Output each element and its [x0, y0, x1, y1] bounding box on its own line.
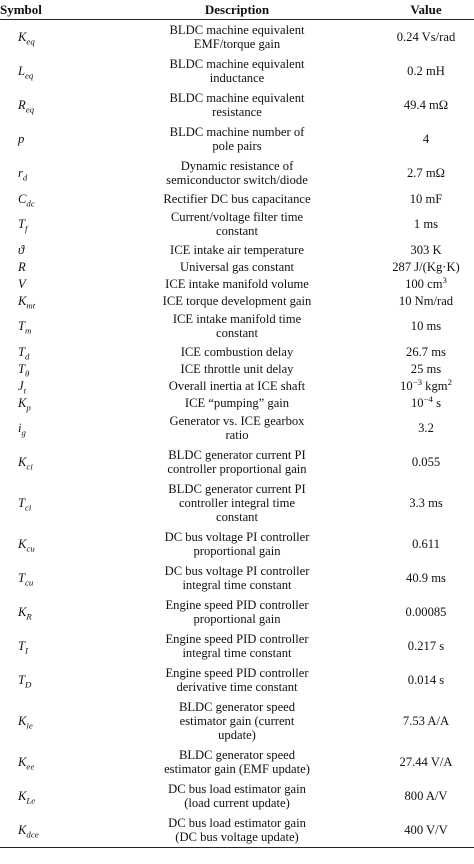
value-cell: [378, 258, 474, 275]
symbol-subscript: d: [22, 172, 28, 183]
symbol-subscript: I: [25, 645, 28, 656]
table-row: [0, 745, 474, 779]
table-row: [0, 360, 474, 377]
description-cell: [96, 309, 378, 343]
description-line: derivative time constant: [176, 680, 298, 694]
symbol-cell: [0, 779, 96, 813]
symbol-subscript: dc: [26, 198, 35, 209]
symbol-cell: [0, 527, 96, 561]
table-row: [0, 88, 474, 122]
description-line: Engine speed PID controller: [165, 632, 309, 646]
value-text: 1 ms: [413, 217, 439, 231]
value-cell: [378, 411, 474, 445]
value-text: 303 K: [410, 242, 442, 257]
value-text: 287 J/(Kg·K): [392, 259, 460, 274]
value-cell: [378, 54, 474, 88]
description-line: BLDC machine equivalent: [169, 57, 305, 71]
value-cell: [378, 309, 474, 343]
symbol-base: r: [18, 166, 23, 180]
symbol-cell: [0, 122, 96, 156]
description-cell: [96, 595, 378, 629]
value-cell: [378, 275, 474, 292]
table-header: [0, 0, 474, 20]
symbol-subscript: θ: [25, 368, 30, 379]
description-line: DC bus load estimator gain: [168, 782, 306, 796]
description-cell: [96, 156, 378, 190]
value-cell: [378, 394, 474, 411]
symbol-subscript: dce: [26, 829, 39, 840]
symbol-base: K: [18, 395, 27, 410]
description-cell: [96, 629, 378, 663]
description-line: controller integral time: [178, 496, 296, 510]
symbol-base: R: [18, 259, 26, 274]
description-line: estimator gain (EMF update): [164, 762, 310, 776]
description-cell: [96, 292, 378, 309]
symbol-cell: [0, 629, 96, 663]
symbol-subscript: eq: [26, 36, 35, 47]
table-row: [0, 122, 474, 156]
symbol-cell: [0, 275, 96, 292]
header-row: [0, 0, 474, 20]
description-line: BLDC machine number of: [169, 125, 305, 139]
description-cell: [96, 20, 378, 55]
value-text: 10: [410, 395, 424, 410]
description-line: Rectifier DC bus capacitance: [163, 191, 311, 206]
value-cell: [378, 343, 474, 360]
value-text: 0.00085: [405, 605, 447, 619]
table-body: [0, 20, 474, 848]
symbol-base: p: [18, 132, 25, 146]
description-cell: [96, 663, 378, 697]
description-cell: [96, 697, 378, 745]
symbol-cell: [0, 561, 96, 595]
value-text: 10 mF: [409, 191, 443, 206]
value-text: 0.217 s: [407, 639, 445, 653]
symbol-subscript: cu: [25, 577, 34, 588]
symbol-subscript: ie: [26, 720, 33, 731]
description-line: pole pairs: [212, 139, 262, 153]
symbol-base: i: [18, 421, 22, 435]
value-unit-superscript: 2: [447, 376, 452, 387]
value-text: 3.2: [418, 421, 434, 435]
description-cell: [96, 360, 378, 377]
value-cell: [378, 595, 474, 629]
value-superscript: −4: [423, 393, 433, 404]
description-line: DC bus load estimator gain: [168, 816, 306, 830]
symbol-base: T: [18, 496, 26, 510]
table-row: [0, 561, 474, 595]
value-cell: [378, 360, 474, 377]
value-cell: [378, 20, 474, 55]
value-text: 3.3 ms: [409, 496, 443, 510]
description-line: (DC bus voltage update): [175, 830, 299, 844]
description-cell: [96, 343, 378, 360]
symbol-base: V: [18, 276, 26, 291]
symbol-base: T: [18, 217, 26, 231]
description-line: inductance: [209, 71, 265, 85]
value-cell: [378, 663, 474, 697]
description-line: constant: [216, 326, 258, 340]
description-line: ICE intake manifold time: [172, 312, 302, 326]
value-cell: [378, 377, 474, 394]
symbol-subscript: eq: [25, 104, 35, 115]
symbol-base: T: [18, 344, 26, 359]
description-cell: [96, 527, 378, 561]
table-row: [0, 411, 474, 445]
table-row: [0, 813, 474, 848]
description-cell: [96, 394, 378, 411]
table-row: [0, 697, 474, 745]
description-line: ICE “pumping” gain: [184, 395, 290, 410]
value-cell: [378, 813, 474, 848]
symbol-base: K: [18, 789, 27, 803]
value-unit: kgm: [422, 378, 448, 393]
header-value: Value: [378, 0, 474, 20]
value-text: 40.9 ms: [406, 571, 446, 585]
description-line: integral time constant: [182, 646, 292, 660]
symbol-cell: [0, 292, 96, 309]
table-row: [0, 445, 474, 479]
symbol-subscript: ci: [25, 502, 32, 513]
value-cell: [378, 527, 474, 561]
symbol-subscript: t: [23, 385, 27, 396]
symbol-base: K: [18, 30, 27, 44]
value-text: 10 Nm/rad: [398, 293, 454, 308]
description-line: BLDC generator speed: [178, 748, 296, 762]
header-symbol: Symbol: [0, 0, 96, 20]
value-cell: [378, 745, 474, 779]
header-description: Description: [96, 0, 378, 20]
description-line: EMF/torque gain: [193, 37, 281, 51]
symbol-cell: [0, 258, 96, 275]
description-line: ICE intake air temperature: [170, 242, 304, 257]
value-text: 49.4 mΩ: [403, 98, 449, 112]
symbol-subscript: p: [26, 402, 31, 413]
symbol-cell: [0, 190, 96, 207]
description-line: DC bus voltage PI controller: [164, 530, 310, 544]
description-line: BLDC machine equivalent: [169, 91, 305, 105]
description-line: Overall inertia at ICE shaft: [168, 378, 306, 393]
value-text: 26.7 ms: [406, 344, 446, 359]
symbol-base: K: [18, 714, 27, 728]
value-cell: [378, 122, 474, 156]
description-line: Dynamic resistance of: [180, 159, 294, 173]
symbol-cell: [0, 241, 96, 258]
description-line: Current/voltage filter time: [170, 210, 304, 224]
value-superscript: 3: [442, 274, 447, 285]
symbol-base: K: [18, 455, 27, 469]
table-row: [0, 595, 474, 629]
symbol-subscript: eq: [25, 70, 34, 81]
symbol-base: L: [18, 64, 26, 78]
description-line: estimator gain (current: [179, 714, 295, 728]
symbol-cell: [0, 54, 96, 88]
value-text: 2.7 mΩ: [406, 166, 446, 180]
table-row: [0, 343, 474, 360]
symbol-base: K: [18, 755, 27, 769]
symbol-base: T: [18, 361, 26, 376]
description-cell: [96, 241, 378, 258]
description-line: BLDC generator current PI: [168, 448, 306, 462]
description-line: BLDC generator speed: [178, 700, 296, 714]
symbol-cell: [0, 309, 96, 343]
description-line: proportional gain: [193, 544, 281, 558]
symbol-subscript: g: [21, 427, 26, 438]
symbol-cell: [0, 595, 96, 629]
description-cell: [96, 54, 378, 88]
symbol-cell: [0, 156, 96, 190]
symbol-subscript: cu: [26, 543, 35, 554]
description-cell: [96, 411, 378, 445]
description-line: DC bus voltage PI controller: [164, 564, 310, 578]
value-text: 7.53 A/A: [402, 714, 450, 728]
table-row: [0, 156, 474, 190]
value-cell: [378, 629, 474, 663]
description-cell: [96, 207, 378, 241]
symbol-subscript: Le: [26, 795, 36, 806]
symbol-cell: [0, 745, 96, 779]
symbol-base: K: [18, 293, 27, 308]
description-line: ICE torque development gain: [162, 293, 312, 308]
symbol-subscript: D: [25, 679, 32, 690]
description-cell: [96, 258, 378, 275]
description-line: BLDC generator current PI: [168, 482, 306, 496]
value-text: 27.44 V/A: [399, 755, 453, 769]
table-row: [0, 190, 474, 207]
description-cell: [96, 190, 378, 207]
description-line: ratio: [225, 428, 249, 442]
description-line: ICE intake manifold volume: [165, 276, 309, 291]
description-line: constant: [216, 510, 258, 524]
symbol-base: K: [18, 605, 27, 619]
value-unit: s: [432, 395, 442, 410]
description-line: ICE combustion delay: [180, 344, 294, 359]
table-row: [0, 527, 474, 561]
symbol-base: T: [18, 673, 26, 687]
symbol-base: T: [18, 639, 26, 653]
value-text: 0.2 mH: [407, 64, 445, 78]
description-cell: [96, 745, 378, 779]
symbol-subscript: mt: [26, 300, 36, 311]
description-cell: [96, 479, 378, 527]
description-cell: [96, 377, 378, 394]
value-cell: [378, 561, 474, 595]
description-cell: [96, 275, 378, 292]
value-text: 0.055: [411, 455, 441, 469]
symbol-cell: [0, 697, 96, 745]
value-text: 0.611: [412, 537, 440, 551]
description-line: resistance: [212, 105, 262, 119]
value-cell: [378, 479, 474, 527]
table-row: [0, 394, 474, 411]
symbol-subscript: m: [25, 325, 32, 336]
table-row: [0, 292, 474, 309]
symbol-base: C: [18, 191, 27, 206]
value-cell: [378, 292, 474, 309]
value-cell: [378, 156, 474, 190]
description-line: semiconductor switch/diode: [166, 173, 308, 187]
symbol-cell: [0, 377, 96, 394]
symbol-cell: [0, 813, 96, 848]
value-text: 0.014 s: [407, 673, 445, 687]
description-line: Engine speed PID controller: [165, 666, 309, 680]
value-cell: [378, 779, 474, 813]
description-line: controller proportional gain: [167, 462, 307, 476]
symbol-base: J: [18, 378, 24, 393]
symbol-cell: [0, 360, 96, 377]
value-cell: [378, 190, 474, 207]
description-cell: [96, 561, 378, 595]
symbol-subscript: d: [25, 351, 30, 362]
table-row: [0, 258, 474, 275]
symbol-cell: [0, 479, 96, 527]
symbol-base: ϑ: [18, 242, 25, 257]
table-row: [0, 377, 474, 394]
symbol-cell: [0, 411, 96, 445]
description-cell: [96, 122, 378, 156]
symbol-base: R: [18, 98, 26, 112]
description-line: constant: [216, 224, 258, 238]
value-text: 800 A/V: [404, 789, 448, 803]
table-row: [0, 275, 474, 292]
symbol-subscript: ee: [26, 761, 35, 772]
value-text: 0.24 Vs/rad: [396, 30, 456, 44]
description-line: integral time constant: [182, 578, 292, 592]
value-text: 400 V/V: [404, 823, 448, 837]
description-line: Engine speed PID controller: [165, 598, 309, 612]
table-row: [0, 207, 474, 241]
value-cell: [378, 241, 474, 258]
table-row: [0, 663, 474, 697]
description-line: proportional gain: [193, 612, 281, 626]
symbol-cell: [0, 88, 96, 122]
symbol-cell: [0, 207, 96, 241]
description-cell: [96, 779, 378, 813]
symbol-base: T: [18, 571, 26, 585]
table-row: [0, 479, 474, 527]
value-superscript: −3: [412, 376, 423, 387]
value-cell: [378, 697, 474, 745]
table-row: [0, 241, 474, 258]
symbol-cell: [0, 394, 96, 411]
symbol-cell: [0, 20, 96, 55]
symbol-subscript: ci: [26, 461, 33, 472]
symbol-cell: [0, 445, 96, 479]
value-text: 4: [422, 132, 430, 146]
value-cell: [378, 207, 474, 241]
value-cell: [378, 445, 474, 479]
table-row: [0, 20, 474, 55]
table-row: [0, 54, 474, 88]
value-text: 25 ms: [410, 361, 442, 376]
description-cell: [96, 88, 378, 122]
description-line: ICE throttle unit delay: [180, 361, 294, 376]
description-line: BLDC machine equivalent: [169, 23, 305, 37]
symbol-base: K: [18, 537, 27, 551]
symbol-cell: [0, 343, 96, 360]
symbol-base: K: [18, 823, 27, 837]
value-cell: [378, 88, 474, 122]
description-cell: [96, 813, 378, 848]
description-line: Universal gas constant: [179, 259, 294, 274]
symbol-cell: [0, 663, 96, 697]
symbol-subscript: R: [26, 611, 32, 622]
symbol-base: T: [18, 319, 26, 333]
table-row: [0, 309, 474, 343]
table-row: [0, 779, 474, 813]
value-text: 10 ms: [410, 319, 442, 333]
description-line: Generator vs. ICE gearbox: [169, 414, 305, 428]
description-line: (load current update): [184, 796, 290, 810]
symbol-subscript: f: [25, 223, 28, 234]
description-cell: [96, 445, 378, 479]
value-text: 10: [400, 378, 413, 393]
value-text: 100 cm: [405, 276, 443, 291]
description-line: update): [218, 728, 256, 742]
table-row: [0, 629, 474, 663]
